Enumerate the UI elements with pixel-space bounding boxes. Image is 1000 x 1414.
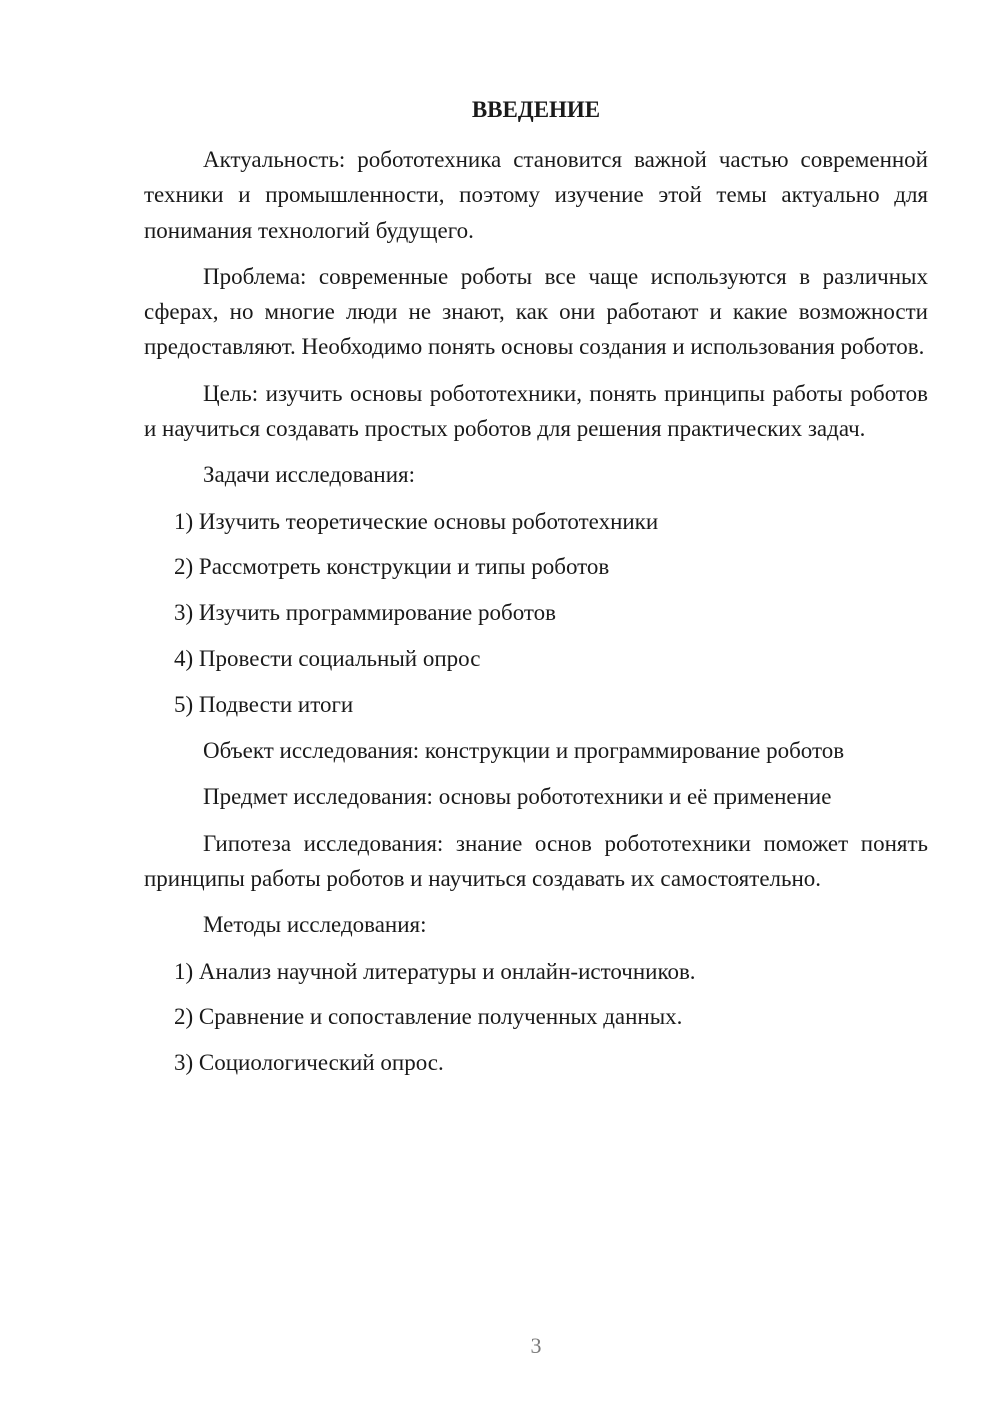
problem-paragraph: Проблема: современные роботы все чаще используются в различных сферах, но многие люди не знают, как они работают и какие возможности предоставляют. Необходимо понять основы создания и использования роботов. — [144, 263, 928, 360]
goal-paragraph: Цель: изучить основы робототехники, понять принципы работы роботов и научиться создавать простых роботов для решения практических задач. — [144, 380, 928, 442]
methods-list — [144, 954, 928, 1081]
page-title: ВВЕДЕНИЕ — [471, 97, 601, 122]
document-body — [144, 142, 928, 1092]
hypothesis-paragraph: Гипотеза исследования: знание основ робототехники поможет понять принципы работы роботов и научиться создавать их самостоятельно. — [144, 830, 928, 892]
list-item: 2) Рассмотреть конструкции и типы роботов — [174, 554, 610, 580]
tasks-list — [144, 504, 928, 722]
list-item: 1) Изучить теоретические основы робототехники — [174, 508, 659, 534]
object-paragraph: Объект исследования: конструкции и программирование роботов — [203, 738, 845, 764]
methods-title: Методы исследования: — [203, 912, 427, 938]
list-item: 3) Изучить программирование роботов — [174, 600, 557, 626]
subject-paragraph: Предмет исследования: основы робототехники и её применение — [203, 784, 832, 810]
relevance-paragraph: Актуальность: робототехника становится важной частью современной техники и промышленности, поэтому изучение этой темы актуально для понимания технологий будущего. — [144, 147, 928, 243]
list-item: 4) Провести социальный опрос — [174, 646, 481, 672]
list-item: 3) Социологический опрос. — [174, 1050, 444, 1076]
list-item: 2) Сравнение и сопоставление полученных данных. — [174, 1004, 683, 1030]
list-item: 5) Подвести итоги — [174, 691, 354, 717]
tasks-title: Задачи исследования: — [203, 462, 416, 488]
list-item: 1) Анализ научной литературы и онлайн-источников. — [174, 958, 696, 984]
page-number: 3 — [530, 1333, 542, 1358]
